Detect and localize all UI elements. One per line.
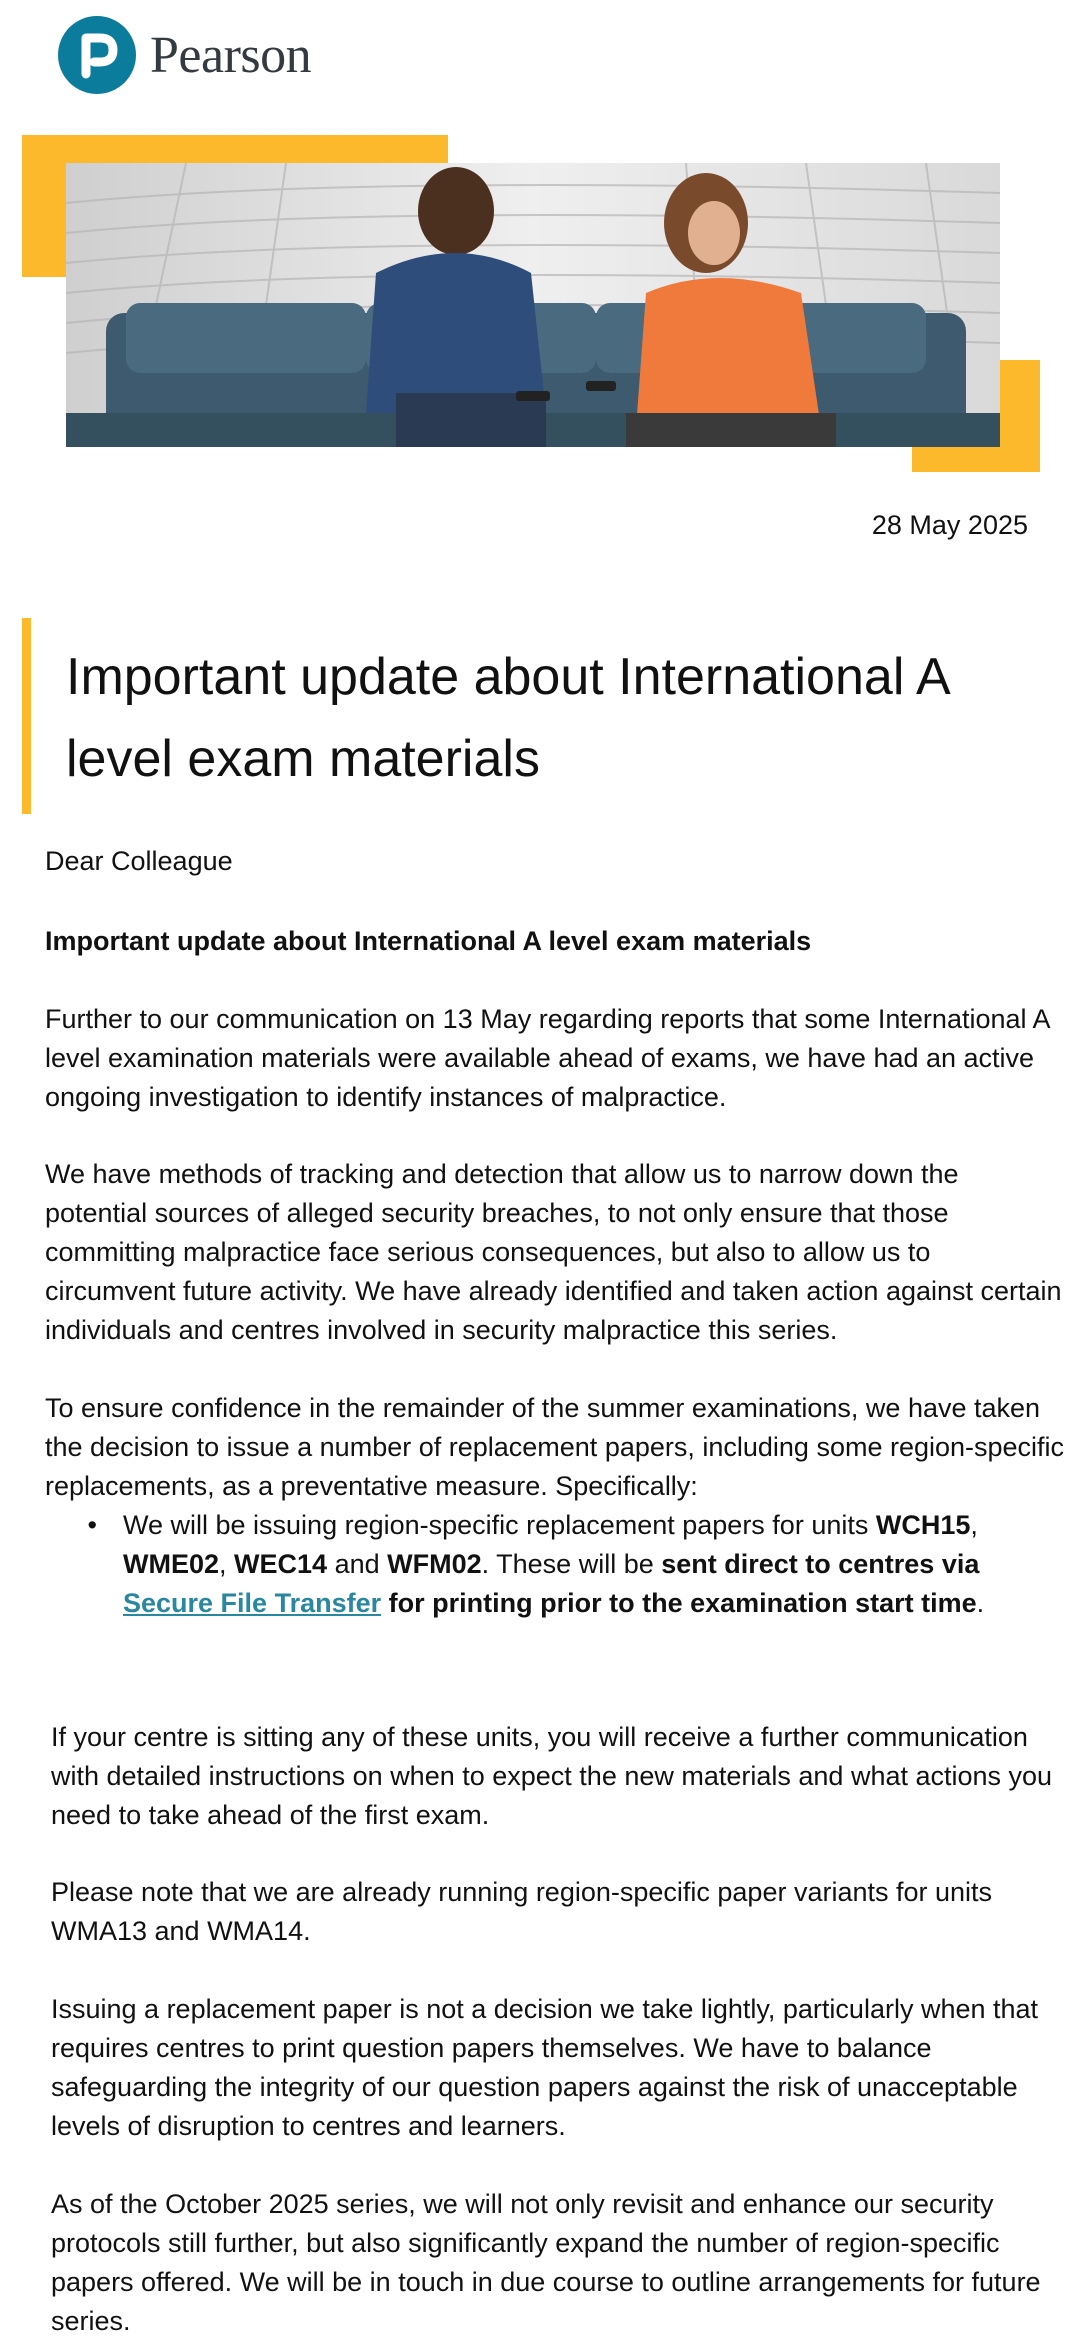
bullet-text-4: and — [327, 1549, 388, 1579]
unit-code-wch15: WCH15 — [875, 1510, 971, 1540]
paragraph-6: Issuing a replacement paper is not a decision we take lightly, particularly when that requires centres to print question papers themselves. We have to balance safeguarding the integrity of our question papers against the risk of unacceptable levels of disruption to centres and learners. — [51, 1994, 1039, 2141]
paragraph-7: As of the October 2025 series, we will not only revisit and enhance our security protocols still further, but also significantly expand the number of region-specific papers offered. We will be in touch in due course to outline arrangements for future series. — [51, 2189, 1041, 2336]
bullet-list — [45, 1506, 1065, 1623]
unit-code-wec14: WEC14 — [234, 1549, 328, 1579]
bullet-text-3: , — [219, 1549, 235, 1579]
hero-banner — [0, 135, 1080, 485]
bullet-marker: • — [87, 1510, 97, 1540]
list-item — [45, 1506, 1065, 1623]
hero-photo — [66, 163, 1000, 447]
pearson-logo[interactable] — [58, 16, 311, 94]
email-date: 28 May 2025 — [871, 510, 1028, 540]
pearson-logo-icon — [58, 16, 136, 94]
bullet-text-1: We will be issuing region-specific replacement papers for units — [123, 1510, 876, 1540]
paragraph-4: If your centre is sitting any of these units, you will receive a further communication with detailed instructions on when to expect the new materials and what actions you need to take ahead of the first exam. — [51, 1722, 1053, 1830]
unit-code-wme02: WME02 — [123, 1549, 220, 1579]
paragraph-2: We have methods of tracking and detection that allow us to narrow down the potential sources of alleged security breaches, to not only ensure that those committing malpractice face serious consequences, but also to allow us to circumvent future activity. We have already identified and taken action against certain individuals and centres involved in security malpractice this series. — [45, 1159, 1062, 1345]
bullet-bold-2: for printing prior to the examination start time — [381, 1588, 977, 1618]
heading-accent-bar — [22, 618, 31, 814]
paragraph-3: To ensure confidence in the remainder of the summer examinations, we have taken the decision to issue a number of replacement papers, including some region-specific replacements, as a preventative measure. Specifically: — [45, 1393, 1065, 1501]
bullet-bold-1: sent direct to centres via — [661, 1549, 980, 1579]
bullet-text-6: . — [976, 1588, 985, 1618]
paragraph-1: Further to our communication on 13 May regarding reports that some International A level examination materials were available ahead of exams, we have had an active ongoing investigation to identify instances of malpractice. — [45, 1004, 1050, 1112]
salutation: Dear Colleague — [45, 846, 233, 876]
secure-file-transfer-link[interactable]: Secure File Transfer — [123, 1588, 382, 1618]
unit-code-wfm02: WFM02 — [387, 1549, 482, 1579]
subject-line: Important update about International A level exam materials — [45, 926, 812, 956]
bullet-text-5: . These will be — [481, 1549, 662, 1579]
pearson-wordmark: Pearson — [150, 26, 312, 84]
page-title: Important update about International A level exam materials — [66, 648, 948, 788]
bullet-text-2: , — [970, 1510, 978, 1540]
paragraph-5: Please note that we are already running region-specific paper variants for units WMA13 and WMA14. — [51, 1877, 993, 1946]
bullet-text — [123, 1506, 1053, 1623]
